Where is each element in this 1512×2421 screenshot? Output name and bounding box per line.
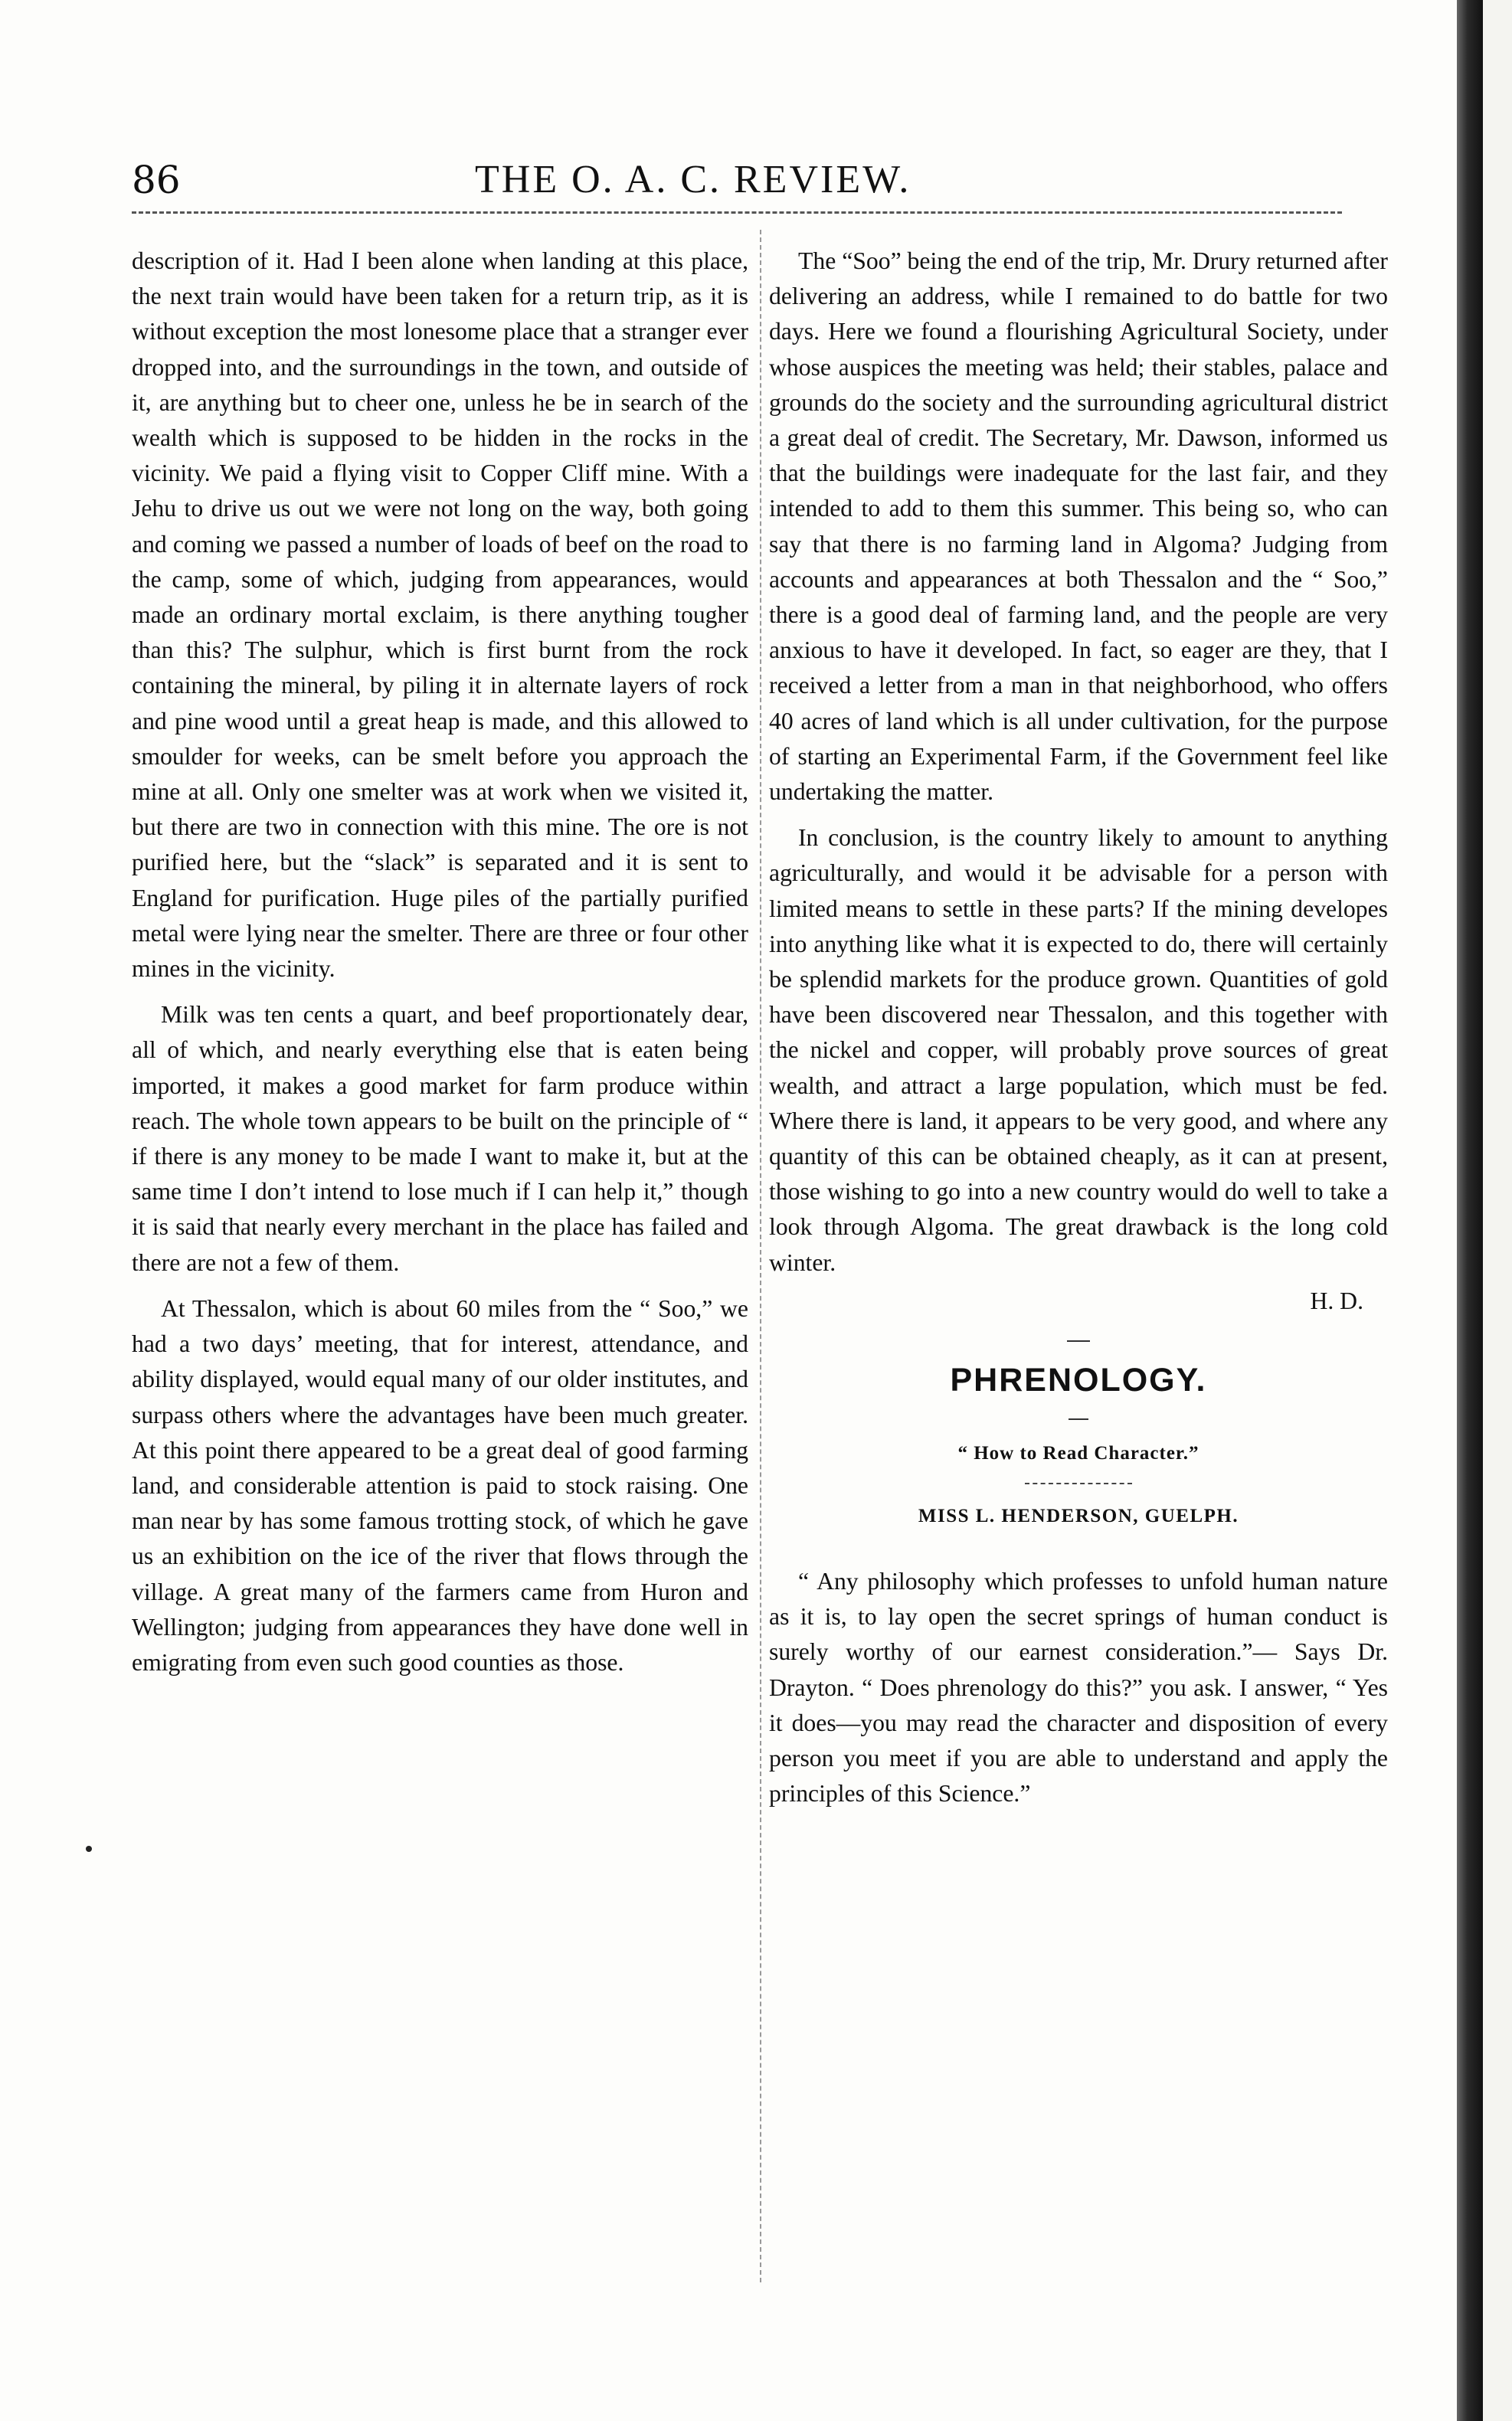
author-signature: H. D. — [1310, 1287, 1363, 1314]
article-paragraph: description of it. Had I been alone when landing at this place, the next train would have been taken for a return trip, as it is without exception the most lonesome place that a stranger ever dropped into, and the surroundings in the town, and outside of it, are anything but to cheer one, unless he be in search of the wealth which is supposed to be hidden in the rocks in the vicinity. We paid a flying visit to Copper Cliff mine. With a Jehu to drive us out we were not long on the way, both going and coming we passed a number of loads of beef on the road to the camp, some of which, judging from appearances, would made an ordinary mortal exclaim, is there anything tougher than this? The sulphur, which is first burnt from the rock containing the mineral, by piling it in alternate layers of rock and pine wood until a great heap is made, and this allowed to smoulder for weeks, can be smelt before you approach the mine at all. Only one smelter was at work when we visited it, but there are two in connection with this mine. The ore is not purified here, but the “slack” is separated and it is sent to England for purification. Huge piles of the partially purified metal were lying near the smelter. There are three or four other mines in the vicinity. — [132, 247, 748, 983]
subtitle-rule — [1069, 1418, 1088, 1420]
page-number: 86 — [132, 158, 181, 202]
article-paragraph: In conclusion, is the country likely to amount to anything agriculturally, and would it be advisable for a person with limited means to settle in these parts? If the mining developes into anything like what it is expected to do, there will certainly be splendid markets for the produce grown. Quantities of gold have been discovered near Thessalon, and this together with the nickel and copper, will probably prove sources of great wealth, and attract a large population, which must be fed. Where there is land, it appears to be very good, and where any quantity of this can be obtained cheaply, as it can at present, those wishing to go into a new country would do well to take a look through Algoma. The great drawback is the long cold winter. — [769, 824, 1388, 1276]
header-rule — [132, 211, 1342, 214]
page-edge — [1483, 0, 1512, 2421]
column-divider — [760, 230, 761, 2282]
stray-ink-mark — [86, 1846, 92, 1852]
section-paragraph: “ Any philosophy which professes to unfold human nature as it is, to lay open the secret springs of human conduct is surely worthy of our earnest consideration.”— Says Dr. Drayton. “ Does phrenology do this?” you ask. I answer, “ Yes it does—you may read the character and disposition of every person you meet if you are able to understand and apply the principles of this Science.” — [769, 1567, 1388, 1808]
book-spine-shadow — [1457, 0, 1483, 2421]
running-title: THE O. A. C. REVIEW. — [475, 158, 911, 201]
section-author: MISS L. HENDERSON, GUELPH. — [918, 1505, 1239, 1526]
left-column — [132, 244, 748, 1680]
section-rule — [1067, 1340, 1090, 1342]
author-rule — [1025, 1483, 1132, 1484]
page-header — [0, 157, 1512, 211]
article-paragraph: The “Soo” being the end of the trip, Mr. Drury returned after delivering an address, while I remained to do battle for two days. Here we found a flourishing Agricultural Society, under whose auspices the meeting was held; their stables, palace and grounds do the society and the surrounding agricultural district a great deal of credit. The Secretary, Mr. Dawson, informed us that the buildings were inadequate for the last fair, and they intended to add to them this summer. This being so, who can say that there is no farming land in Algoma? Judging from accounts and appearances at both Thessalon and the “ Soo,” there is a good deal of farming land, and the people are very anxious to have it developed. In fact, so eager are they, that I received a letter from a man in that neighborhood, who offers 40 acres of land which is all under cultivation, for the purpose of starting an Experimental Farm, if the Government feel like undertaking the matter. — [769, 247, 1388, 806]
right-column — [769, 244, 1388, 1811]
section-subtitle: “ How to Read Character.” — [957, 1442, 1199, 1464]
section-title: PHRENOLOGY. — [950, 1361, 1207, 1399]
article-paragraph: Milk was ten cents a quart, and beef proportionately dear, all of which, and nearly everything else that is eaten being imported, it makes a good market for farm produce within reach. The whole town appears to be built on the principle of “ if there is any money to be made I want to make it, but at the same time I don’t intend to lose much if I can help it,” though it is said that nearly every merchant in the place has failed and there are not a few of them. — [132, 1001, 748, 1276]
article-paragraph: At Thessalon, which is about 60 miles from the “ Soo,” we had a two days’ meeting, that for interest, attendance, and ability displayed, would equal many of our older institutes, and surpass others where the advantages have been much greater. At this point there appeared to be a great deal of good farming land, and considerable attention is paid to stock raising. One man near by has some famous trotting stock, of which he gave us an exhibition on the ice of the river that flows through the village. A great many of the farmers came from Huron and Wellington; judging from appearances they have done well in emigrating from even such good counties as those. — [132, 1294, 748, 1676]
